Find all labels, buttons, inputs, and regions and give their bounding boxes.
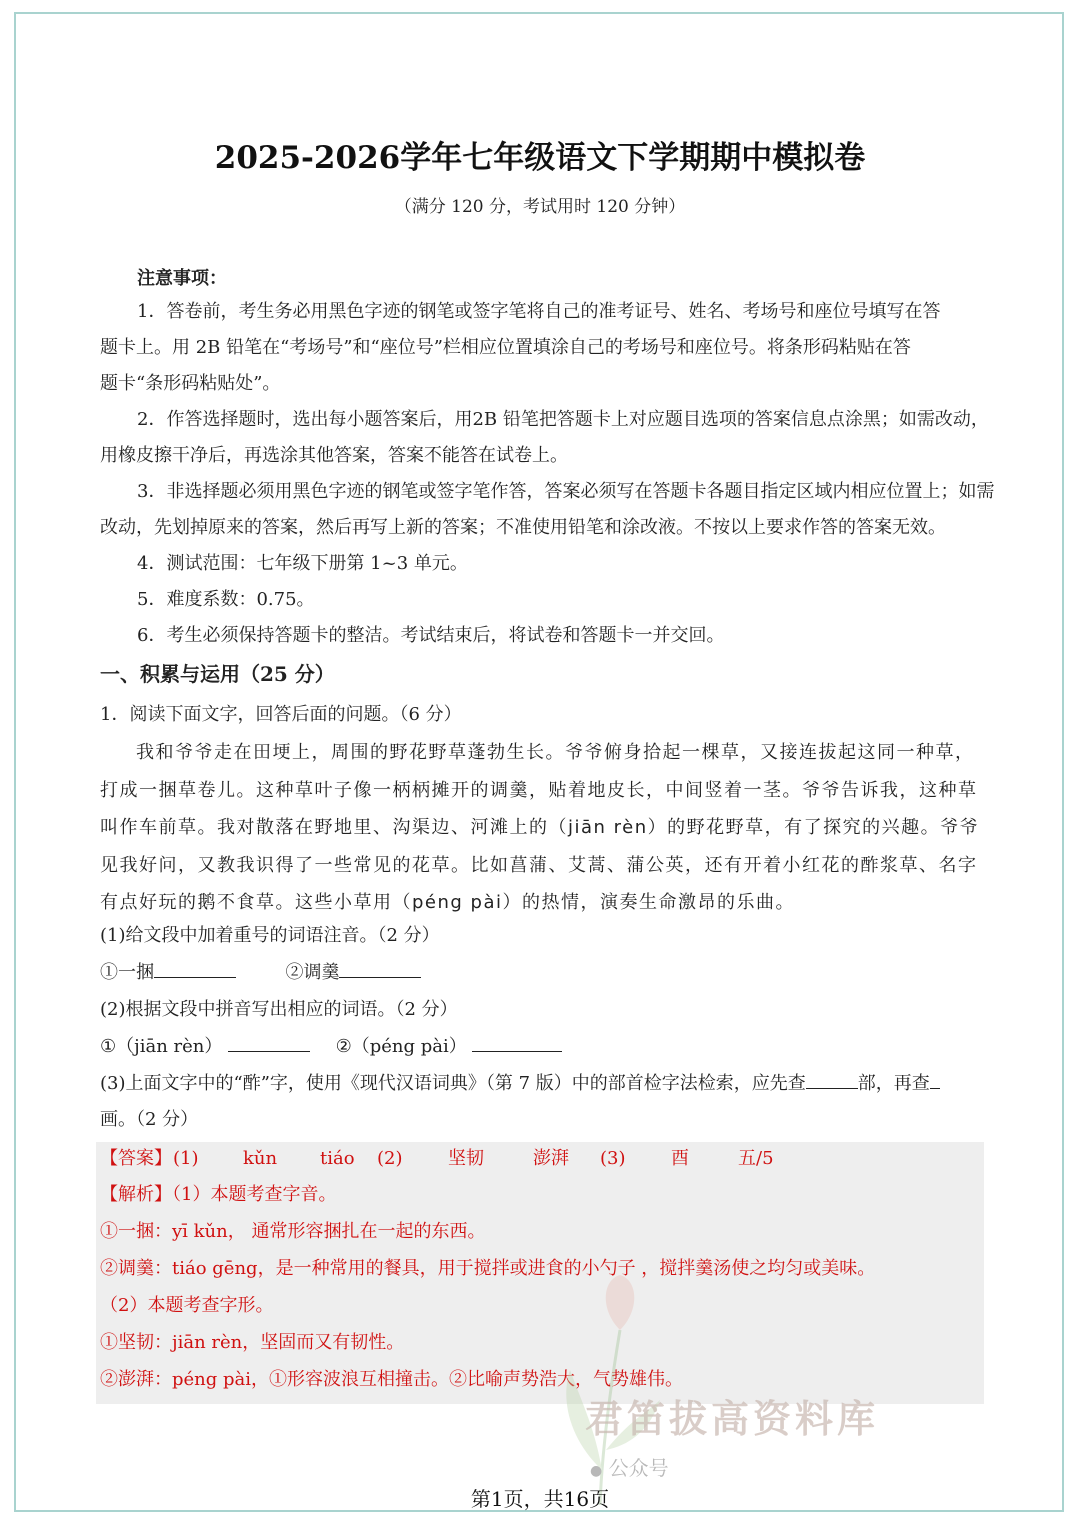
answer-item: (3) xyxy=(600,1148,626,1169)
notice-line: 2．作答选择题时，选出每小题答案后，用2B 铅笔把答题卡上对应题目选项的答案信息点涂黑；如需改动， xyxy=(137,409,989,430)
answer-blank[interactable] xyxy=(228,1033,310,1052)
analysis-label: 【解析】 xyxy=(100,1184,172,1205)
analysis-line: ②调羹：tiáo gēng，是一种常用的餐具，用于搅拌或进食的小勺子 ，搅拌羹汤使之均匀或美味。 xyxy=(100,1258,876,1279)
answer-item: 澎湃 xyxy=(533,1148,569,1169)
analysis-line: （2）本题考查字形。 xyxy=(100,1295,274,1316)
blank-label: ②调羹 xyxy=(285,962,340,983)
analysis-line: 【解析】（1）本题考查字音。 xyxy=(100,1184,337,1205)
watermark-text: 君笛拔高资料库 xyxy=(585,1397,880,1441)
answer-item: kǔn xyxy=(243,1148,278,1169)
blank-label: ①（jiān rèn） xyxy=(100,1036,223,1057)
notice-line: 题卡上。用 2B 铅笔在“考场号”和“座位号”栏相应位置填涂自己的考场号和座位号。将条形码粘贴在答 xyxy=(100,337,911,358)
sub-question: (3)上面文字中的“酢”字，使用《现代汉语词典》（第 7 版）中的部首检字法检索，应先查 部，再查 xyxy=(100,1066,940,1102)
answer-item: (1) xyxy=(173,1148,199,1169)
blank-label: ①一捆 xyxy=(100,962,154,983)
answer-item: tiáo xyxy=(320,1148,355,1169)
answer-line xyxy=(100,1141,172,1177)
answer-blank-row xyxy=(100,1029,562,1065)
answer-item: 坚韧 xyxy=(448,1148,484,1169)
document-title: 2025-2026学年七年级语文下学期期中模拟卷 xyxy=(214,140,866,176)
answer-item: (2) xyxy=(377,1148,403,1169)
section-heading: 一、积累与运用（25 分） xyxy=(100,662,335,686)
notice-line: 1．答卷前，考生务必用黑色字迹的钢笔或签字笔将自己的准考证号、姓名、考场号和座位号填写在答 xyxy=(137,301,941,322)
blank-label: ②（péng pài） xyxy=(335,1036,467,1057)
answer-blank[interactable] xyxy=(806,1070,858,1089)
notice-line: 5．难度系数：0.75。 xyxy=(137,589,315,610)
sub-question: (2)根据文段中拼音写出相应的词语。（2 分） xyxy=(100,999,458,1020)
reading-passage: 我和爷爷走在田埂上，周围的野花野草蓬勃生长。爷爷俯身拾起一棵草，又接连拔起这同一种草，打成一捆草卷儿。这种草叶子像一柄柄摊开的调羹，贴着地皮长，中间竖着一茎。爷爷告诉我，这种草叫作车前草。我对散落在野地里、沟渠边、河滩上的（jiān rèn）的野花野草，有了探究的兴趣。爷爷见我好问，又教我识得了一些常见的花草。比如菖蒲、艾蒿、蒲公英，还有开着小红花的酢浆草、名字有点好玩的鹅不食草。这些小草用（péng pài）的热情，演奏生命激昂的乐曲。 xyxy=(100,742,980,913)
analysis-line: ①坚韧：jiān rèn，坚固而又有韧性。 xyxy=(100,1332,405,1353)
notice-line: 3．非选择题必须用黑色字迹的钢笔或签字笔作答，答案必须写在答题卡各题目指定区域内相应位置上；如需 xyxy=(137,481,995,502)
sub-question: (1)给文段中加着重号的词语注音。（2 分） xyxy=(100,925,440,946)
answer-item: 酉 xyxy=(671,1148,689,1169)
page-number: 第1页，共16页 xyxy=(470,1487,610,1511)
notice-line: 改动，先划掉原来的答案，然后再写上新的答案；不准使用铅笔和涂改液。不按以上要求作答的答案无效。 xyxy=(100,517,946,538)
analysis-line: ②澎湃：péng pài，①形容波浪互相撞击。②比喻声势浩大，气势雄伟。 xyxy=(100,1369,684,1390)
wechat-icon: ● xyxy=(590,1463,603,1479)
notice-heading: 注意事项： xyxy=(137,268,227,289)
sub-question-cont: 画。（2 分） xyxy=(100,1109,199,1130)
notice-line: 题卡“条形码粘贴处”。 xyxy=(100,373,281,394)
answer-blank[interactable] xyxy=(930,1070,940,1089)
analysis-line: ①一捆：yī kǔn， 通常形容捆扎在一起的东西。 xyxy=(100,1221,486,1242)
answer-blank[interactable] xyxy=(472,1033,562,1052)
document-subtitle: （满分 120 分，考试用时 120 分钟） xyxy=(394,197,686,217)
answer-blank-row xyxy=(100,955,421,991)
answer-blank[interactable] xyxy=(339,959,421,978)
notice-line: 用橡皮擦干净后，再选涂其他答案，答案不能答在试卷上。 xyxy=(100,445,568,466)
watermark-sub: ● 公众号 xyxy=(590,1456,669,1480)
notice-line: 6．考生必须保持答题卡的整洁。考试结束后，将试卷和答题卡一并交回。 xyxy=(137,625,725,646)
question-stem: 1．阅读下面文字，回答后面的问题。（6 分） xyxy=(100,704,462,725)
answer-blank[interactable] xyxy=(154,959,236,978)
notice-line: 4．测试范围：七年级下册第 1~3 单元。 xyxy=(137,553,468,574)
answer-label: 【答案】 xyxy=(100,1148,172,1169)
answer-item: 五/5 xyxy=(738,1148,774,1169)
